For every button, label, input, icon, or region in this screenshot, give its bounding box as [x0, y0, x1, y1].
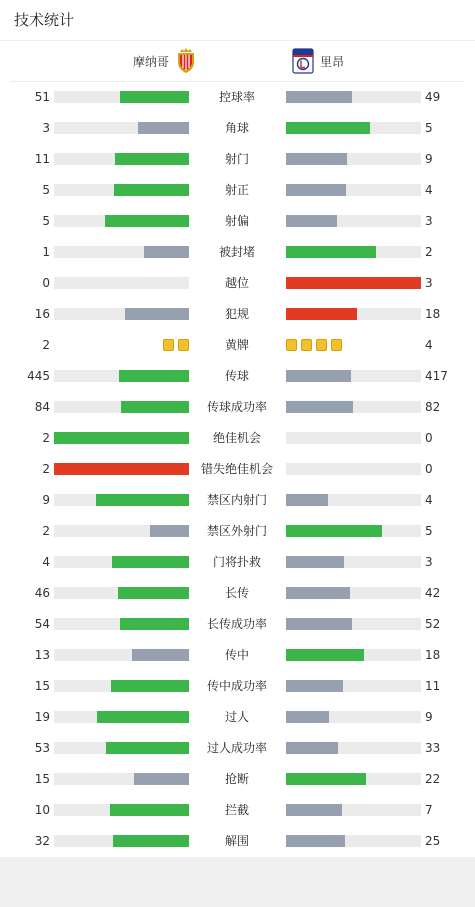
home-value: 9	[42, 493, 50, 507]
stat-label: 射偏	[224, 214, 249, 228]
home-value: 445	[27, 369, 50, 383]
away-bar-track	[286, 463, 421, 475]
away-bar	[286, 649, 364, 661]
home-value: 16	[34, 307, 50, 321]
away-bar-track	[286, 742, 421, 754]
stat-label: 长传成功率	[206, 617, 267, 631]
away-value: 0	[425, 431, 433, 445]
home-bar-track	[54, 401, 189, 413]
away-bar	[286, 91, 352, 103]
home-bar-track	[54, 215, 189, 227]
away-value: 11	[425, 679, 441, 693]
stat-row	[0, 764, 475, 795]
away-value: 18	[425, 648, 441, 662]
stat-label: 角球	[224, 121, 249, 135]
away-value: 3	[425, 276, 433, 290]
away-bar-track	[286, 835, 421, 847]
home-bar	[121, 401, 189, 413]
home-bar-track	[54, 184, 189, 196]
home-bar	[120, 91, 189, 103]
home-bar-track	[54, 122, 189, 134]
stat-label: 长传	[224, 586, 249, 600]
home-value: 2	[42, 431, 50, 445]
away-bar	[286, 618, 352, 630]
stat-row	[0, 516, 475, 547]
away-team-name: 里昂	[320, 54, 345, 69]
home-bar	[134, 773, 189, 785]
away-bar	[286, 494, 328, 506]
away-bar	[286, 804, 342, 816]
home-bar-track	[54, 525, 189, 537]
stat-row	[0, 547, 475, 578]
away-value: 9	[425, 152, 433, 166]
home-bar-track	[54, 804, 189, 816]
home-value: 2	[42, 462, 50, 476]
away-bar-track	[286, 122, 421, 134]
away-bar	[286, 246, 376, 258]
away-bar-track	[286, 184, 421, 196]
away-value: 417	[425, 369, 448, 383]
stats-list	[0, 82, 475, 857]
away-bar	[286, 215, 337, 227]
home-bar	[54, 432, 189, 444]
away-bar	[286, 401, 353, 413]
olympique-lyonnais-crest-icon	[292, 48, 314, 74]
home-value: 54	[34, 617, 50, 631]
home-value: 51	[34, 90, 50, 104]
yellow-card-icon	[286, 339, 297, 351]
home-bar	[111, 680, 189, 692]
stat-row	[0, 175, 475, 206]
away-bar	[286, 835, 345, 847]
away-bar	[286, 153, 347, 165]
away-bar-track	[286, 370, 421, 382]
home-bar	[120, 618, 189, 630]
stat-row	[0, 454, 475, 485]
away-bar-track	[286, 246, 421, 258]
away-value: 18	[425, 307, 441, 321]
away-value: 4	[425, 338, 433, 352]
stat-label: 过人成功率	[206, 741, 267, 755]
away-bar-track	[286, 680, 421, 692]
away-bar	[286, 370, 351, 382]
stat-label: 射门	[224, 152, 249, 166]
away-value: 3	[425, 555, 433, 569]
stat-row	[0, 795, 475, 826]
home-bar-track	[54, 556, 189, 568]
stat-row	[0, 702, 475, 733]
away-bar-track	[286, 494, 421, 506]
home-value: 11	[34, 152, 50, 166]
away-bar-track	[286, 153, 421, 165]
home-bar-track	[54, 680, 189, 692]
home-bar	[112, 556, 189, 568]
home-bar	[106, 742, 189, 754]
home-team-name: 摩纳哥	[132, 54, 169, 69]
home-value: 15	[34, 679, 50, 693]
home-bar	[54, 463, 189, 475]
stat-label: 射正	[224, 183, 249, 197]
yellow-card-icon	[301, 339, 312, 351]
home-value: 2	[42, 524, 50, 538]
home-bar	[110, 804, 189, 816]
yellow-card-icon	[316, 339, 327, 351]
stat-row	[0, 113, 475, 144]
home-bar	[96, 494, 189, 506]
away-value: 5	[425, 524, 433, 538]
home-bar-track	[54, 773, 189, 785]
home-yellow-cards	[163, 339, 189, 351]
away-bar-track	[286, 277, 421, 289]
stat-row	[0, 268, 475, 299]
as-monaco-crest-icon	[175, 48, 197, 74]
stat-label: 传球成功率	[206, 400, 267, 414]
stat-row	[0, 144, 475, 175]
home-bar-track	[54, 835, 189, 847]
home-value: 84	[34, 400, 50, 414]
home-bar	[132, 649, 189, 661]
home-value: 19	[34, 710, 50, 724]
away-bar-track	[286, 91, 421, 103]
home-bar-track	[54, 587, 189, 599]
home-value: 0	[42, 276, 50, 290]
home-value: 13	[34, 648, 50, 662]
stat-row	[0, 82, 475, 113]
away-bar-track	[286, 587, 421, 599]
home-value: 3	[42, 121, 50, 135]
home-bar-track	[54, 618, 189, 630]
away-value: 5	[425, 121, 433, 135]
home-bar-track	[54, 153, 189, 165]
stat-row	[0, 299, 475, 330]
yellow-card-icon	[331, 339, 342, 351]
stat-row	[0, 330, 475, 361]
away-bar	[286, 587, 350, 599]
away-value: 4	[425, 183, 433, 197]
home-value: 1	[42, 245, 50, 259]
away-bar-track	[286, 432, 421, 444]
home-bar	[119, 370, 189, 382]
stat-label: 禁区外射门	[206, 524, 267, 538]
away-value: 4	[425, 493, 433, 507]
yellow-card-icon	[163, 339, 174, 351]
home-bar	[150, 525, 189, 537]
teams-header	[10, 41, 465, 82]
away-bar	[286, 184, 346, 196]
home-bar-track	[54, 370, 189, 382]
away-bar	[286, 680, 343, 692]
home-bar-track	[54, 277, 189, 289]
stat-label: 过人	[224, 710, 249, 724]
away-bar	[286, 122, 370, 134]
stat-label: 传中成功率	[206, 679, 267, 693]
away-value: 82	[425, 400, 441, 414]
home-value: 4	[42, 555, 50, 569]
home-value: 15	[34, 772, 50, 786]
away-bar-track	[286, 401, 421, 413]
away-value: 52	[425, 617, 441, 631]
away-bar	[286, 742, 338, 754]
home-bar	[115, 153, 189, 165]
away-value: 2	[425, 245, 433, 259]
stat-row	[0, 392, 475, 423]
stat-row	[0, 485, 475, 516]
away-value: 33	[425, 741, 441, 755]
stat-label: 拦截	[224, 803, 249, 817]
away-bar-track	[286, 804, 421, 816]
away-value: 7	[425, 803, 433, 817]
stat-label: 禁区内射门	[206, 493, 267, 507]
away-bar-track	[286, 649, 421, 661]
stat-row	[0, 237, 475, 268]
stat-row	[0, 206, 475, 237]
away-bar-track	[286, 711, 421, 723]
page-title: 技术统计	[0, 0, 475, 41]
away-yellow-cards	[286, 339, 342, 351]
stat-label: 犯规	[224, 307, 249, 321]
away-value: 25	[425, 834, 441, 848]
stat-label: 传中	[224, 648, 249, 662]
away-bar	[286, 556, 344, 568]
stat-row	[0, 733, 475, 764]
stat-label: 黄牌	[224, 338, 249, 352]
stat-label: 错失绝佳机会	[200, 462, 273, 476]
home-bar	[125, 308, 189, 320]
home-team[interactable]	[133, 41, 197, 81]
stat-row	[0, 361, 475, 392]
stat-row	[0, 423, 475, 454]
home-bar-track	[54, 463, 189, 475]
home-bar	[113, 835, 189, 847]
stat-label: 控球率	[218, 90, 255, 104]
away-bar-track	[286, 308, 421, 320]
home-bar-track	[54, 246, 189, 258]
stat-label: 门将扑救	[212, 555, 261, 569]
stat-row	[0, 578, 475, 609]
home-bar-track	[54, 649, 189, 661]
home-bar	[144, 246, 189, 258]
away-bar	[286, 308, 357, 320]
home-bar	[97, 711, 189, 723]
away-team[interactable]	[292, 41, 344, 81]
stat-label: 解围	[224, 834, 249, 848]
home-value: 53	[34, 741, 50, 755]
home-value: 2	[42, 338, 50, 352]
away-value: 49	[425, 90, 441, 104]
stat-row	[0, 640, 475, 671]
home-bar-track	[54, 711, 189, 723]
stat-label: 被封堵	[218, 245, 255, 259]
home-bar-track	[54, 432, 189, 444]
away-bar	[286, 711, 329, 723]
home-bar-track	[54, 494, 189, 506]
stat-row	[0, 609, 475, 640]
home-value: 5	[42, 214, 50, 228]
away-bar-track	[286, 525, 421, 537]
stat-row	[0, 671, 475, 702]
away-value: 0	[425, 462, 433, 476]
home-bar-track	[54, 91, 189, 103]
away-value: 22	[425, 772, 441, 786]
stat-label: 抢断	[224, 772, 249, 786]
home-value: 10	[34, 803, 50, 817]
stat-label: 越位	[224, 276, 249, 290]
stat-label: 绝佳机会	[212, 431, 261, 445]
away-value: 42	[425, 586, 441, 600]
home-value: 5	[42, 183, 50, 197]
away-bar-track	[286, 618, 421, 630]
away-bar-track	[286, 215, 421, 227]
away-bar-track	[286, 556, 421, 568]
home-value: 46	[34, 586, 50, 600]
home-bar	[118, 587, 189, 599]
home-bar-track	[54, 742, 189, 754]
away-bar	[286, 525, 382, 537]
stat-label: 传球	[224, 369, 249, 383]
yellow-card-icon	[178, 339, 189, 351]
away-bar-track	[286, 773, 421, 785]
away-value: 9	[425, 710, 433, 724]
home-bar	[114, 184, 189, 196]
home-value: 32	[34, 834, 50, 848]
away-value: 3	[425, 214, 433, 228]
away-bar	[286, 277, 421, 289]
stat-row	[0, 826, 475, 857]
home-bar	[105, 215, 189, 227]
away-bar	[286, 773, 366, 785]
home-bar	[138, 122, 189, 134]
home-bar-track	[54, 308, 189, 320]
